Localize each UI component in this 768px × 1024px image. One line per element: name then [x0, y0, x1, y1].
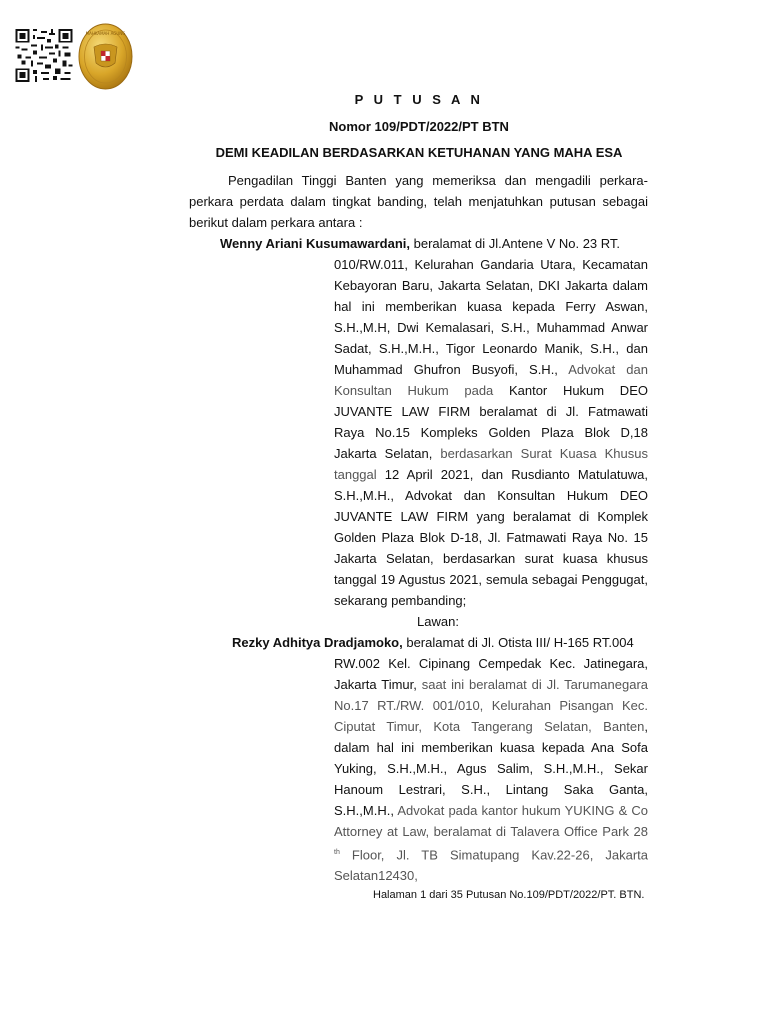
party2-name: Rezky Adhitya Dradjamoko,	[232, 635, 403, 650]
justice-heading: DEMI KEADILAN BERDASARKAN KETUHANAN YANG MAHA ESA	[215, 145, 623, 160]
party1-text-b: Advokat dan Konsultan Hukum pada	[334, 362, 648, 398]
party2-text-e: Floor, Jl. TB Simatupang Kav.22-26, Jakarta Selatan12430,	[334, 847, 648, 884]
party2-superscript: th	[334, 849, 340, 856]
party2-text-a: RW.002 Kel. Cipinang Cempedak Kec. Jatinegara, Jakarta Timur,	[334, 656, 648, 692]
party2-text-c: , dalam hal ini memberikan kuasa kepada Ana Sofa Yuking, S.H.,M.H., Agus Salim, S.H.,M.H., Sekar Hanoum Lestrari, S.H., Lintang Saka Ganta, S.H.,M.H.,	[334, 719, 648, 818]
party1-name: Wenny Ariani Kusumawardani,	[220, 236, 410, 251]
party2-line	[232, 632, 634, 653]
party1-text-a: 010/RW.011, Kelurahan Gandaria Utara, Kecamatan Kebayoran Baru, Jakarta Selatan, DKI Jakarta dalam hal ini memberikan kuasa kepada Ferry Aswan, S.H.,M.H, Dwi Kemalasari, S.H., Muhammad Anwar Sadat, S.H.,M.H., Tigor Leonardo Manik, S.H., dan Muhammad Ghufron Busyofi, S.H.,	[334, 257, 648, 377]
page-footer: Halaman 1 dari 35 Putusan No.109/PDT/2022/PT. BTN.	[373, 889, 645, 901]
document-title: P U T U S A N	[354, 92, 484, 107]
court-seal-icon	[78, 23, 133, 90]
lawan-label: Lawan:	[417, 614, 459, 629]
party1-address-start: beralamat di Jl.Antene V No. 23 RT.	[410, 236, 621, 251]
party1-text-c: Kantor Hukum DEO JUVANTE LAW FIRM beralamat di Jl. Fatmawati Raya No.15 Kompleks Golden Plaza Blok D,18 Jakarta Selatan,	[334, 383, 648, 461]
party1-text-e: 12 April 2021, dan Rusdianto Matulatuwa, S.H.,M.H., Advokat dan Konsultan Hukum DEO JUVANTE LAW FIRM yang beralamat di Komplek Golden Plaza Blok D-18, Jl. Fatmawati Raya No. 15 Jakarta Selatan, berdasarkan surat kuasa khusus tanggal 19 Agustus 2021, semula sebagai Penggugat, sekarang pembanding;	[334, 467, 648, 608]
party1-text-d: berdasarkan Surat Kuasa Khusus tanggal	[334, 446, 648, 482]
party1-details	[334, 254, 648, 611]
party2-address-start: beralamat di Jl. Otista III/ H-165 RT.004	[402, 635, 634, 650]
seal-lettering: MAHKAMAH AGUNG	[85, 31, 126, 36]
party2-details	[334, 653, 648, 886]
case-number: Nomor 109/PDT/2022/PT BTN	[329, 119, 509, 134]
party2-text-d: Advokat pada kantor hukum YUKING & Co Attorney at Law, beralamat di Talavera Office Park 28	[334, 803, 649, 839]
party1-line	[220, 233, 620, 254]
intro-paragraph: Pengadilan Tinggi Banten yang memeriksa dan mengadili perkara-perkara perdata dalam tingkat banding, telah menjatuhkan putusan sebagai berikut dalam perkara antara :	[189, 173, 648, 230]
party2-text-b: saat ini beralamat di Jl. Tarumanegara No.17 RT./RW. 001/010, Kelurahan Pisangan Kec. Ciputat Timur, Kota Tangerang Selatan, Banten	[334, 677, 649, 734]
qr-code-icon	[15, 29, 73, 82]
